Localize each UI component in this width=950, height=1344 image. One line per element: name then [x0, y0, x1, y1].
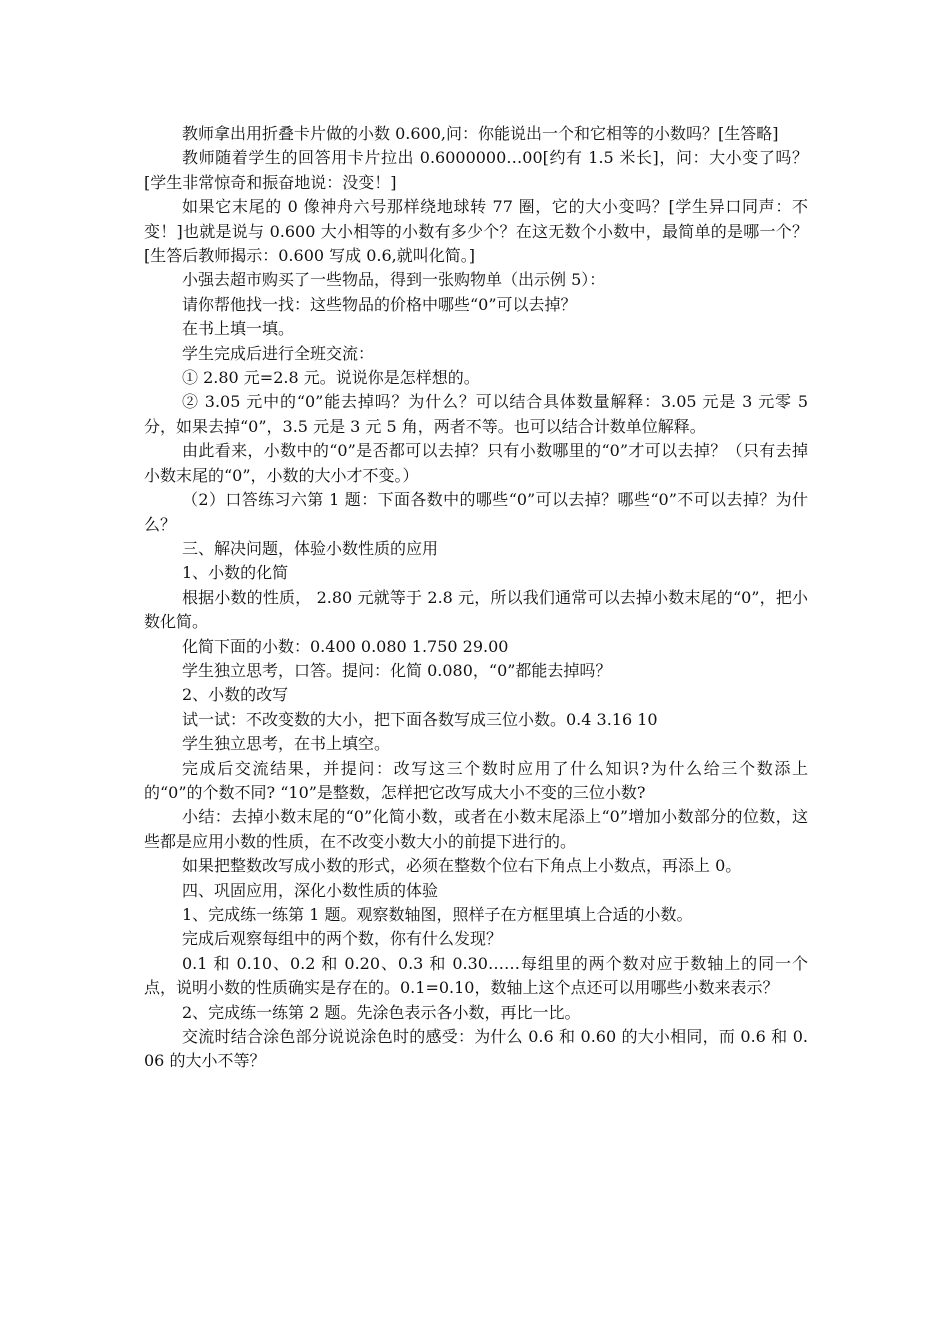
paragraph-7: 学生完成后进行全班交流： — [182, 343, 375, 363]
section-heading-3: 三、解决问题，体验小数性质的应用 — [182, 538, 439, 558]
paragraph-6: 在书上填一填。 — [182, 319, 295, 339]
paragraph-21: 小结：去掉小数末尾的“0”化简小数，或者在小数末尾添上“0”增加小数部分的位数，这些都是应用小数的性质，在不改变小数大小的前提下进行的。 — [144, 807, 808, 851]
paragraph-27: 2、完成练一练第 2 题。先涂色表示各小数，再比一比。 — [182, 1002, 581, 1022]
paragraph-3: 如果它末尾的 0 像神舟六号那样绕地球转 77 圈，它的大小变吗？[学生异口同声：不变！]也就是说与 0.600 大小相等的小数有多少个？在这无数个小数中，最简单的是哪一个？[生答后教师揭示：0.600 写成 0.6,就叫化简。] — [144, 197, 808, 266]
paragraph-8: ① 2.80 元=2.8 元。说说你是怎样想的。 — [182, 368, 480, 388]
paragraph-20: 完成后交流结果，并提问：改写这三个数时应用了什么知识?为什么给三个数添上的“0”的个数不同? “10”是整数，怎样把它改写成大小不变的三位小数? — [144, 758, 808, 802]
paragraph-18: 试一试：不改变数的大小，把下面各数写成三位小数。0.4 3.16 10 — [182, 709, 658, 729]
paragraph-2: 教师随着学生的回答用卡片拉出 0.6000000…00[约有 1.5 米长]，问：大小变了吗？[学生非常惊奇和振奋地说：没变！] — [144, 148, 808, 192]
paragraph-1: 教师拿出用折叠卡片做的小数 0.600,问：你能说出一个和它相等的小数吗？[生答略] — [182, 124, 779, 143]
paragraph-15: 化简下面的小数：0.400 0.080 1.750 29.00 — [182, 636, 509, 656]
subheading-simplify: 1、小数的化简 — [182, 563, 289, 583]
section-heading-4: 四、巩固应用，深化小数性质的体验 — [182, 880, 439, 900]
paragraph-19: 学生独立思考，在书上填空。 — [182, 734, 391, 754]
paragraph-28: 交流时结合涂色部分说说涂色时的感受：为什么 0.6 和 0.60 的大小相同，而 0.6 和 0.06 的大小不等？ — [144, 1027, 808, 1071]
paragraph-14: 根据小数的性质， 2.80 元就等于 2.8 元，所以我们通常可以去掉小数末尾的“0”，把小数化简。 — [144, 587, 808, 632]
paragraph-26: 0.1 和 0.10、0.2 和 0.20、0.3 和 0.30……每组里的两个数对应于数轴上的同一个点，说明小数的性质确实是存在的。0.1=0.10，数轴上这个点还可以用哪些小数来表示？ — [144, 953, 808, 998]
subheading-rewrite: 2、小数的改写 — [182, 685, 289, 705]
paragraph-5: 请你帮他找一找：这些物品的价格中哪些“0”可以去掉？ — [182, 294, 577, 314]
paragraph-11: （2）口答练习六第 1 题：下面各数中的哪些“0”可以去掉？哪些“0”不可以去掉？为什么？ — [144, 490, 808, 534]
paragraph-22: 如果把整数改写成小数的形式，必须在整数个位右下角点上小数点，再添上 0。 — [182, 856, 742, 876]
paragraph-9: ② 3.05 元中的“0”能去掉吗？为什么？可以结合具体数量解释：3.05 元是 3 元零 5 分，如果去掉“0”，3.5 元是 3 元 5 角，两者不等。也可以结合计数单位解释。 — [144, 392, 808, 436]
paragraph-4: 小强去超市购买了一些物品，得到一张购物单（出示例 5）： — [182, 270, 606, 290]
paragraph-16: 学生独立思考，口答。提问：化简 0.080，“0”都能去掉吗？ — [182, 660, 612, 680]
document-body — [144, 122, 808, 1074]
paragraph-24: 1、完成练一练第 1 题。观察数轴图，照样子在方框里填上合适的小数。 — [182, 905, 693, 924]
paragraph-10: 由此看来，小数中的“0”是否都可以去掉？只有小数哪里的“0”才可以去掉？（只有去掉小数末尾的“0”，小数的大小才不变。） — [144, 441, 808, 485]
paragraph-25: 完成后观察每组中的两个数，你有什么发现？ — [182, 929, 503, 949]
